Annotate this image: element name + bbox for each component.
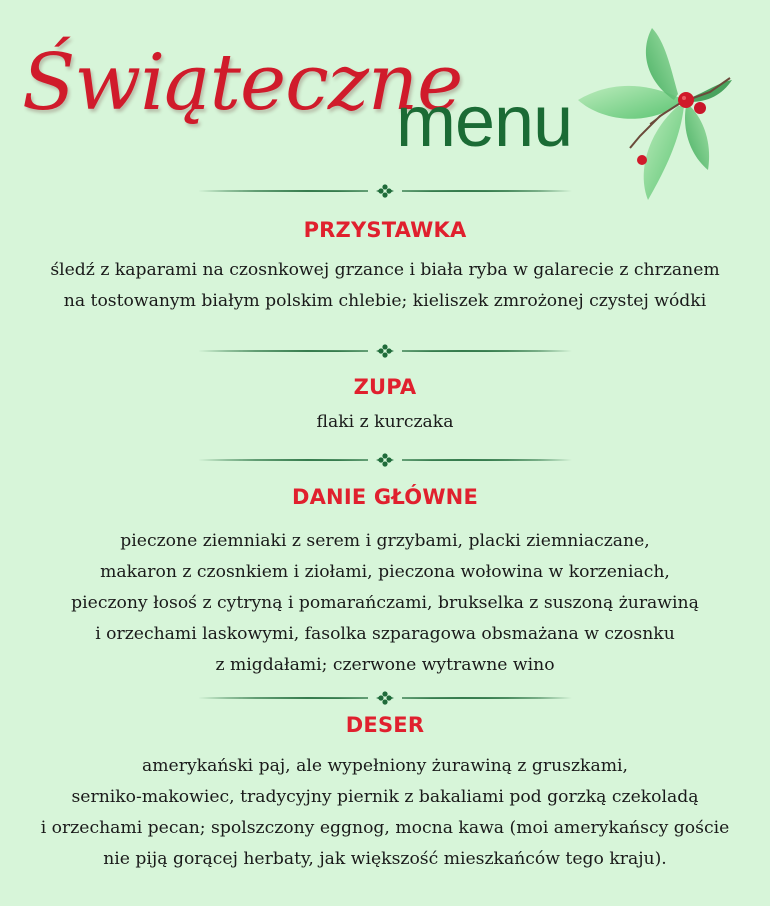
section-body-danie-glowne: [0, 526, 770, 681]
title-script: Świąteczne: [22, 38, 463, 128]
title-menu: menu: [396, 82, 573, 162]
menu-line: śledź z kaparami na czosnkowej grzance i biała ryba w galarecie z chrzanem: [50, 260, 720, 280]
menu-line: serniko-makowiec, tradycyjny piernik z bakaliami pod gorzką czekoladą: [71, 787, 699, 807]
section-heading-przystawka: PRZYSTAWKA: [303, 218, 467, 242]
section-heading-zupa: ZUPA: [353, 375, 417, 399]
section-body-deser: [0, 751, 770, 875]
divider-ornament-icon: [196, 184, 574, 198]
menu-line: pieczony łosoś z cytryną i pomarańczami, brukselka z suszoną żurawiną: [71, 593, 699, 613]
menu-line: i orzechami pecan; spolszczony eggnog, mocna kawa (moi amerykańscy goście: [40, 818, 730, 838]
section-heading-deser: DESER: [345, 713, 425, 737]
divider-ornament-icon: [196, 453, 574, 467]
menu-line: makaron z czosnkiem i ziołami, pieczona wołowina w korzeniach,: [100, 562, 670, 582]
section-body-zupa: [0, 407, 770, 438]
menu-line: flaki z kurczaka: [316, 412, 454, 432]
divider-ornament-icon: [196, 691, 574, 705]
divider-ornament-icon: [196, 344, 574, 358]
section-body-przystawka: [0, 255, 770, 317]
menu-line: amerykański paj, ale wypełniony żurawiną z gruszkami,: [142, 756, 628, 776]
menu-line: i orzechami laskowymi, fasolka szparagowa obsmażana w czosnku: [95, 624, 675, 644]
section-heading-danie-glowne: DANIE GŁÓWNE: [291, 485, 479, 509]
menu-line: na tostowanym białym polskim chlebie; kieliszek zmrożonej czystej wódki: [63, 291, 707, 311]
menu-line: pieczone ziemniaki z serem i grzybami, placki ziemniaczane,: [120, 531, 650, 551]
menu-line: z migdałami; czerwone wytrawne wino: [215, 655, 555, 675]
menu-line: nie piją gorącej herbaty, jak większość mieszkańców tego kraju).: [103, 849, 667, 869]
mistletoe-sprig-icon: [570, 20, 740, 210]
